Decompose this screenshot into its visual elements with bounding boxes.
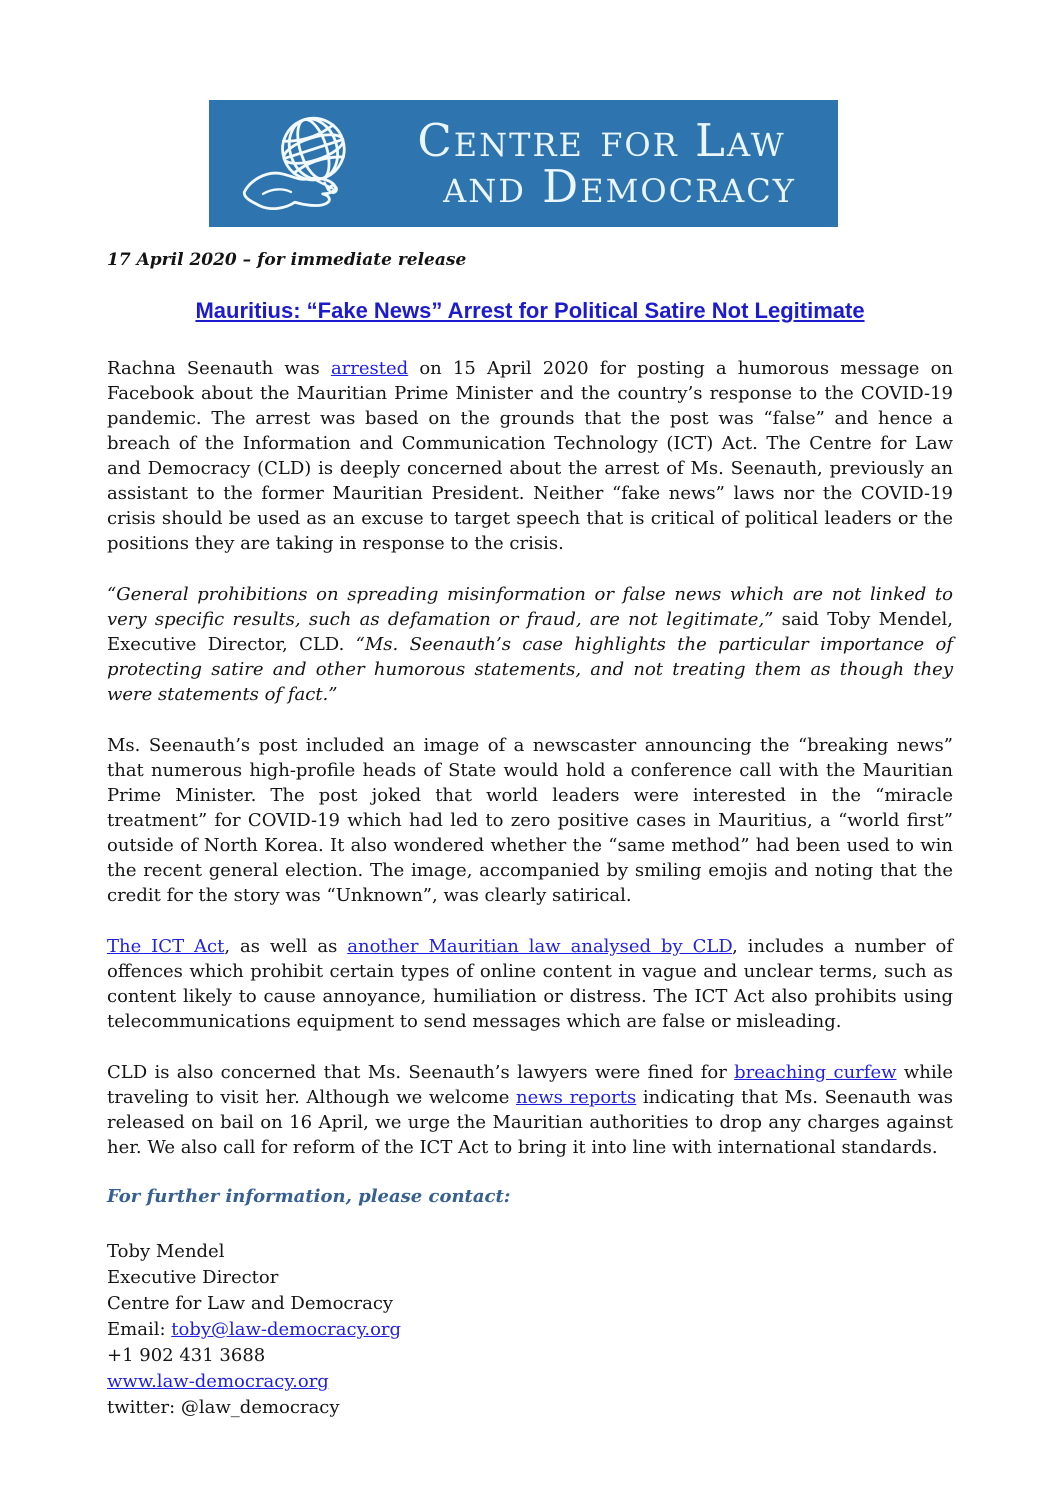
contact-phone: +1 902 431 3688 — [107, 1345, 266, 1366]
contact-name: Toby Mendel — [107, 1241, 225, 1262]
paragraph-1-text: on 15 April 2020 for posting a humorous message on Facebook about the Mauritian Prime Minister and the country’s response to the COVID-19 pandemic. The arrest was based on the grounds that the post was “false” and hence a breach of the Information and Communication Technology (ICT) Act. The Centre for Law and Democracy (CLD) is deeply concerned about the arrest of Ms. Seenauth, previously an assistant to the former Mauritian President. Neither “fake news” laws nor the COVID-19 crisis should be used as an excuse to target speech that is critical of political leaders or the positions they are taking in response to the crisis. — [107, 358, 953, 554]
contact-org: Centre for Law and Democracy — [107, 1293, 394, 1314]
date-release-line: 17 April 2020 – for immediate release — [107, 250, 467, 270]
paragraph-3 — [107, 733, 953, 908]
website-link[interactable]: www.law-democracy.org — [107, 1371, 329, 1392]
quote-attribution: said Toby Mendel, Executive Director, CLD. — [107, 609, 953, 655]
quote-text: “General prohibitions on spreading misinformation or false news which are not linked to very specific results, such as defamation or fraud, are not legitimate,” — [107, 584, 953, 630]
contact-block — [107, 1239, 953, 1421]
logo-line-2: and Democracy — [443, 159, 796, 213]
breaching-curfew-link[interactable]: breaching curfew — [734, 1062, 897, 1083]
paragraph-5-text: indicating that Ms. Seenauth was released on bail on 16 April, we urge the Mauritian authorities to drop any charges against her. We also call for reform of the ICT Act to bring it into line with international standards. — [107, 1087, 953, 1158]
contact-twitter: twitter: @law_democracy — [107, 1397, 340, 1418]
ict-act-link[interactable]: The ICT Act — [107, 936, 225, 957]
paragraph-4 — [107, 934, 953, 1034]
arrested-link[interactable]: arrested — [330, 358, 409, 379]
contact-role: Executive Director — [107, 1267, 279, 1288]
email-label: Email: — [107, 1319, 172, 1340]
paragraph-2-quote — [107, 582, 953, 707]
contact-email-line — [107, 1317, 953, 1343]
mauritian-law-analysis-link[interactable]: another Mauritian law analysed by CLD — [347, 936, 733, 957]
paragraph-4-text: , as well as — [224, 936, 348, 957]
paragraph-5 — [107, 1060, 953, 1160]
quote-text: “Ms. Seenauth’s case highlights the particular importance of protecting satire and other humorous statements, and not treating them as though they were statements of fact.” — [107, 634, 954, 705]
paragraph-3-text: Ms. Seenauth’s post included an image of a newscaster announcing the “breaking news” that numerous high-profile heads of State would hold a conference call with the Mauritian Prime Minister. The post joked that world leaders were interested in the “miracle treatment” for COVID-19 which had led to zero positive cases in Mauritius, a “world first” outside of North Korea. It also wondered whether the “same method” had been used to win the recent general election. The image, accompanied by smiling emojis and noting that the credit for the story was “Unknown”, was clearly satirical. — [107, 735, 953, 906]
contact-section-heading: For further information, please contact: — [107, 1186, 511, 1207]
logo-line-1: Centre for Law — [417, 113, 786, 167]
news-reports-link[interactable]: news reports — [516, 1087, 637, 1108]
document-body — [107, 250, 953, 1421]
paragraph-5-text: CLD is also concerned that Ms. Seenauth’s lawyers were fined for — [107, 1062, 735, 1083]
paragraph-1-text: Rachna Seenauth was — [107, 358, 331, 379]
paragraph-1 — [107, 356, 953, 556]
globe-in-hand-icon — [225, 108, 385, 220]
paragraph-5-text: while traveling to visit her. Although we welcome — [107, 1062, 954, 1108]
page-title: Mauritius: “Fake News” Arrest for Political Satire Not Legitimate — [195, 298, 865, 323]
email-link[interactable]: toby@law-democracy.org — [171, 1319, 402, 1340]
website-line — [107, 1369, 953, 1395]
logo-banner — [209, 100, 838, 227]
paragraph-4-text: , includes a number of offences which prohibit certain types of online content in vague and unclear terms, such as content likely to cause annoyance, humiliation or distress. The ICT Act also prohibits using telecommunications equipment to send messages which are false or misleading. — [107, 936, 953, 1032]
logo-wordmark — [385, 113, 824, 213]
